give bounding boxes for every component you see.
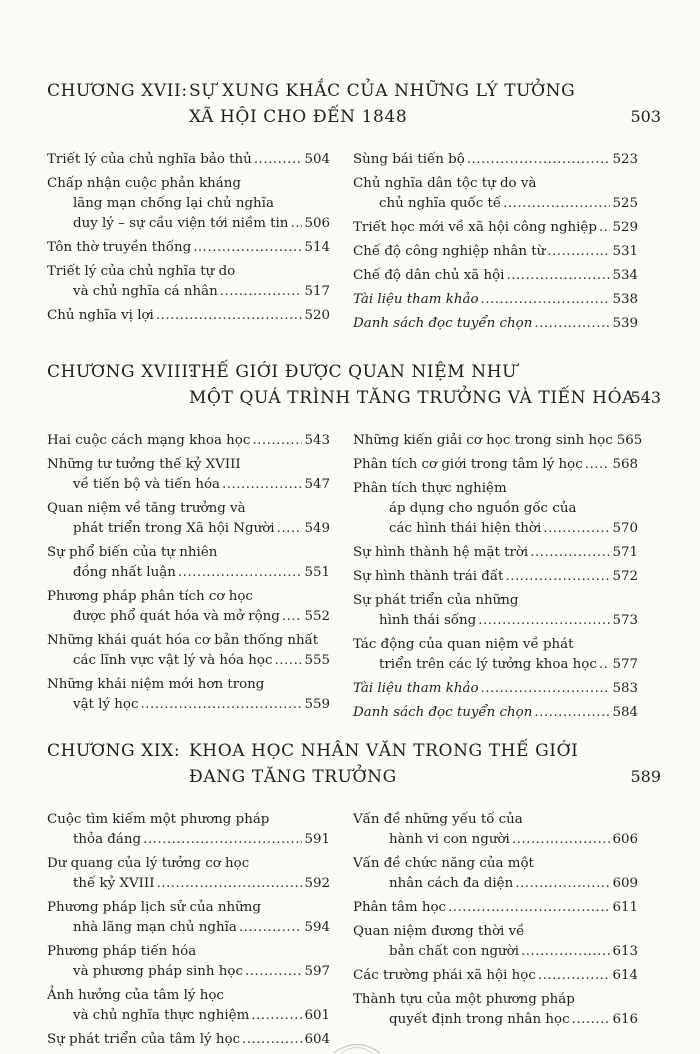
toc-entry-page: 573: [612, 613, 638, 628]
toc-entry: [353, 543, 638, 563]
toc-entry-page: 504: [304, 152, 330, 167]
toc-entry-page: 523: [612, 152, 638, 167]
dot-leader: [599, 655, 611, 675]
toc-entry-text: Chế độ công nghiệp nhân từ: [353, 244, 546, 259]
toc-entry-page: 517: [304, 284, 330, 299]
toc-entry-text: được phổ quát hóa và mở rộng: [73, 609, 280, 624]
toc-entry: [353, 242, 638, 262]
dot-leader: [521, 942, 610, 962]
toc-entry-row: [353, 314, 638, 334]
chapter-number: CHƯƠNG XVII:: [47, 81, 188, 101]
toc-entry-page: 570: [612, 521, 638, 536]
toc-entry-row: [47, 475, 330, 495]
chapter-number: CHƯƠNG XIX:: [47, 741, 181, 761]
toc-entry: [47, 262, 330, 302]
toc-entry-text: và chủ nghĩa thực nghiệm: [73, 1008, 250, 1023]
toc-entry-page: 597: [304, 964, 330, 979]
chapter-title-line: MỘT QUÁ TRÌNH TĂNG TRƯỞNG VÀ TIẾN HÓA: [189, 388, 635, 408]
toc-entry-text: Dư quang của lý tưởng cơ học: [47, 856, 250, 871]
toc-entry: [353, 635, 638, 675]
toc-entry: [47, 854, 330, 894]
toc-entry: [353, 898, 638, 918]
dot-leader: [252, 431, 302, 451]
toc-entry-page: 613: [612, 944, 638, 959]
chapter-heading: [47, 359, 667, 415]
toc-entry: [353, 314, 638, 334]
toc-entry: [47, 631, 330, 671]
dot-leader: [506, 266, 610, 286]
toc-entry-text: Vấn đề những yếu tố của: [353, 812, 523, 827]
chapter-number: CHƯƠNG XVIII:: [47, 362, 196, 382]
toc-entry-text: Tài liệu tham khảo: [353, 681, 479, 696]
dot-leader: [530, 543, 610, 563]
toc-entry-text: Phân tích thực nghiệm: [353, 481, 507, 496]
toc-entry-page: 549: [304, 521, 330, 536]
toc-entry-row: [47, 695, 330, 715]
toc-entry-row: [47, 918, 330, 938]
dot-leader: [547, 242, 610, 262]
toc-entry: [47, 675, 330, 715]
dot-leader: [481, 290, 611, 310]
toc-entry: [353, 455, 638, 475]
toc-entry-page: 551: [304, 565, 330, 580]
chapter-17: [47, 78, 667, 331]
dot-leader: [274, 651, 302, 671]
toc-entry-row: [353, 150, 638, 170]
chapter-title-line: ĐANG TĂNG TRƯỞNG: [189, 767, 397, 787]
toc-column-left: [47, 431, 330, 719]
toc-entry-page: 606: [612, 832, 638, 847]
toc-entry-text: Chấp nhận cuộc phản kháng: [47, 176, 241, 191]
dot-leader: [481, 679, 611, 699]
toc-entry-text: thế kỷ XVIII: [73, 876, 155, 891]
toc-entry: [47, 455, 330, 495]
dot-leader: [543, 519, 610, 539]
toc-entry: [47, 543, 330, 583]
toc-entry: [353, 854, 638, 894]
toc-entry-text: và phương pháp sinh học: [73, 964, 243, 979]
dot-leader: [505, 567, 610, 587]
toc-entry-row: [353, 266, 638, 286]
toc-entry-text: Triết lý của chủ nghĩa bảo thủ: [47, 152, 252, 167]
toc-entry-text: nhân cách đa diện: [389, 876, 514, 891]
toc-entry-page: 604: [304, 1032, 330, 1047]
toc-entry-row: [353, 679, 638, 699]
toc-entry-text: Những khái quát hóa cơ bản thống nhất: [47, 633, 319, 648]
toc-entry-row: [353, 543, 638, 563]
toc-entry-text: Chủ nghĩa dân tộc tự do và: [353, 176, 537, 191]
toc-entry-page: 571: [612, 545, 638, 560]
toc-entry: [47, 431, 330, 451]
toc-entry-page: 539: [612, 316, 638, 331]
dot-leader: [599, 218, 611, 238]
toc-entry-text: vật lý học: [73, 697, 139, 712]
toc-entry-page: 614: [612, 968, 638, 983]
toc-entry-row: [353, 567, 638, 587]
dot-leader: [282, 607, 303, 627]
toc-entry-text: Những khái niệm mới hơn trong: [47, 677, 265, 692]
chapter-title: [189, 78, 575, 130]
chapter-page-number: 543: [630, 388, 661, 407]
toc-entry-row: [353, 703, 638, 723]
toc-entry-page: 592: [304, 876, 330, 891]
toc-entry-text: Sự phổ biến của tự nhiên: [47, 545, 218, 560]
toc-entry-row: [47, 1030, 330, 1050]
chapter-title: [189, 359, 635, 411]
chapter-heading: [47, 78, 667, 134]
toc-entry: [47, 306, 330, 326]
toc-entry-page: 538: [612, 292, 638, 307]
toc-column-right: [353, 810, 638, 1034]
toc-entry-row: [353, 898, 638, 918]
toc-entry-text: nhà lãng mạn chủ nghĩa: [73, 920, 237, 935]
toc-entry-page: 584: [612, 705, 638, 720]
toc-entry-row: [47, 830, 330, 850]
toc-entry-text: Vấn đề chức năng của một: [353, 856, 534, 871]
toc-entry: [353, 479, 638, 539]
toc-entry-text: Phương pháp lịch sử của những: [47, 900, 261, 915]
toc-entry: [353, 431, 643, 451]
toc-entry-text: các lĩnh vực vật lý và hóa học: [73, 653, 273, 668]
dot-leader: [585, 455, 611, 475]
dot-leader: [140, 695, 302, 715]
dot-leader: [572, 1010, 611, 1030]
toc-entry-text: Những tư tưởng thế kỷ XVIII: [47, 457, 241, 472]
chapter-title-line: KHOA HỌC NHÂN VĂN TRONG THẾ GIỚI: [189, 741, 579, 761]
dot-leader: [277, 519, 303, 539]
toc-entry-text: Triết lý của chủ nghĩa tự do: [47, 264, 236, 279]
toc-entry-row: [47, 874, 330, 894]
chapter-18: [47, 359, 667, 720]
toc-entry-text: Sự hình thành hệ mặt trời: [353, 545, 529, 560]
dot-leader: [254, 150, 303, 170]
dot-leader: [239, 918, 303, 938]
toc-entry-text: Phân tâm học: [353, 900, 447, 915]
toc-column-right: [353, 150, 638, 338]
toc-entry: [353, 990, 638, 1030]
toc-entry-row: [47, 214, 330, 234]
toc-entry-page: 525: [612, 196, 638, 211]
toc-entry: [353, 218, 638, 238]
toc-entry-text: Phương pháp tiến hóa: [47, 944, 197, 959]
toc-entry: [353, 679, 638, 699]
toc-entry-page: 529: [612, 220, 638, 235]
dot-leader: [251, 1006, 302, 1026]
chapter-heading: [47, 738, 667, 794]
toc-entry-page: 568: [612, 457, 638, 472]
toc-entry: [47, 150, 330, 170]
chapter-title-line: THẾ GIỚI ĐƯỢC QUAN NIỆM NHƯ: [189, 362, 518, 382]
toc-entry-text: Tác động của quan niệm về phát: [353, 637, 574, 652]
dot-leader: [290, 214, 302, 234]
toc-entry-row: [353, 1010, 638, 1030]
dot-leader: [512, 830, 611, 850]
toc-entry-text: áp dụng cho nguồn gốc của: [389, 501, 577, 516]
toc-entry-row: [353, 655, 638, 675]
toc-entry-text: Chủ nghĩa vị lợi: [47, 308, 154, 323]
toc-entry-page: 552: [304, 609, 330, 624]
toc-entry: [47, 587, 330, 627]
toc-entry-text: Những kiến giải cơ học trong sinh học: [353, 433, 613, 448]
dot-leader: [478, 611, 610, 631]
dot-leader: [515, 874, 610, 894]
toc-entry-text: Danh sách đọc tuyển chọn: [353, 705, 533, 720]
toc-entry: [353, 810, 638, 850]
toc-entry-text: Quan niệm đương thời về: [353, 924, 525, 939]
toc-entry-page: 591: [304, 832, 330, 847]
toc-entry-text: thỏa đáng: [73, 832, 142, 847]
toc-entry-text: Cuộc tìm kiếm một phương pháp: [47, 812, 270, 827]
toc-entry-page: 572: [612, 569, 638, 584]
toc-entry-row: [353, 966, 638, 986]
toc-entry: [353, 591, 638, 631]
chapter-page-number: 589: [630, 767, 661, 786]
toc-entry-text: và chủ nghĩa cá nhân: [73, 284, 218, 299]
chapter-title-line: XÃ HỘI CHO ĐẾN 1848: [189, 107, 408, 127]
toc-entry-row: [353, 942, 638, 962]
toc-entry-page: 506: [304, 216, 330, 231]
toc-entry-text: duy lý – sự cầu viện tới niềm tin: [73, 216, 289, 231]
toc-entry: [47, 942, 330, 982]
toc-entry-text: Tài liệu tham khảo: [353, 292, 479, 307]
dot-leader: [178, 563, 303, 583]
toc-column-right: [353, 431, 643, 727]
toc-entry-row: [47, 150, 330, 170]
toc-entry-text: hình thái sống: [379, 613, 477, 628]
chapter-title: [189, 738, 578, 790]
toc-entry-row: [353, 242, 638, 262]
chapter-page-number: 503: [630, 107, 661, 126]
dot-leader: [534, 314, 610, 334]
toc-entry: [353, 150, 638, 170]
toc-entry-row: [47, 431, 330, 451]
toc-entry-text: đồng nhất luận: [73, 565, 176, 580]
dot-leader: [156, 306, 303, 326]
toc-entry-text: Sùng bái tiến bộ: [353, 152, 465, 167]
toc-entry-text: Sự hình thành trái đất: [353, 569, 504, 584]
toc-entry-text: Ảnh hưởng của tâm lý học: [47, 988, 224, 1003]
ornament-icon: [332, 1040, 382, 1054]
toc-entry-row: [353, 611, 638, 631]
toc-entry-text: phát triển trong Xã hội Người: [73, 521, 275, 536]
toc-entry-page: 531: [612, 244, 638, 259]
toc-entry-row: [353, 519, 638, 539]
chapter-19: [47, 738, 667, 1047]
toc-entry: [47, 810, 330, 850]
toc-column-left: [47, 150, 330, 330]
dot-leader: [534, 703, 610, 723]
toc-entry: [353, 703, 638, 723]
toc-entry-text: Thành tựu của một phương pháp: [353, 992, 575, 1007]
toc-entry-page: 601: [304, 1008, 330, 1023]
toc-entry-page: 514: [304, 240, 330, 255]
toc-entry-page: 547: [304, 477, 330, 492]
toc-entry-page: 559: [304, 697, 330, 712]
toc-entry-page: 594: [304, 920, 330, 935]
toc-column-left: [47, 810, 330, 1054]
toc-entry-text: Hai cuộc cách mạng khoa học: [47, 433, 251, 448]
toc-entry-text: Chế độ dân chủ xã hội: [353, 268, 505, 283]
toc-entry: [47, 986, 330, 1026]
toc-entry-row: [47, 282, 330, 302]
toc-entry: [47, 1030, 330, 1050]
dot-leader: [245, 962, 302, 982]
toc-entry-text: quyết định trong nhân học: [389, 1012, 570, 1027]
toc-entry: [353, 567, 638, 587]
toc-entry: [47, 174, 330, 234]
dot-leader: [242, 1030, 302, 1050]
toc-entry: [47, 238, 330, 258]
toc-entry: [353, 922, 638, 962]
toc-entry-text: lãng mạn chống lại chủ nghĩa: [73, 196, 274, 211]
toc-entry-text: Phân tích cơ giới trong tâm lý học: [353, 457, 583, 472]
toc-entry-text: Sự phát triển của tâm lý học: [47, 1032, 241, 1047]
toc-entry-text: Triết học mới về xã hội công nghiệp: [353, 220, 597, 235]
toc-entry-text: Tôn thờ truyền thống: [47, 240, 192, 255]
toc-entry-text: triển trên các lý tưởng khoa học: [379, 657, 597, 672]
dot-leader: [448, 898, 610, 918]
dot-leader: [538, 966, 611, 986]
toc-entry-row: [47, 238, 330, 258]
toc-entry-row: [353, 830, 638, 850]
dot-leader: [143, 830, 302, 850]
toc-entry-row: [47, 607, 330, 627]
dot-leader: [220, 282, 303, 302]
toc-entry-page: 520: [304, 308, 330, 323]
toc-entry-text: về tiến bộ và tiến hóa: [73, 477, 220, 492]
toc-entry-row: [353, 431, 643, 451]
toc-entry-page: 583: [612, 681, 638, 696]
toc-entry-page: 543: [304, 433, 330, 448]
toc-entry-row: [47, 1006, 330, 1026]
toc-entry-row: [47, 519, 330, 539]
toc-entry-row: [353, 290, 638, 310]
toc-entry-text: các hình thái hiện thời: [389, 521, 542, 536]
toc-entry-text: bản chất con người: [389, 944, 520, 959]
toc-entry-row: [47, 306, 330, 326]
toc-entry-text: Sự phát triển của những: [353, 593, 519, 608]
dot-leader: [193, 238, 302, 258]
toc-entry-page: 616: [612, 1012, 638, 1027]
chapter-title-line: SỰ XUNG KHẮC CỦA NHỮNG LÝ TƯỞNG: [189, 81, 576, 101]
toc-entry: [353, 174, 638, 214]
dot-leader: [157, 874, 303, 894]
toc-entry-text: Danh sách đọc tuyển chọn: [353, 316, 533, 331]
toc-entry: [47, 898, 330, 938]
toc-entry-text: Quan niệm về tăng trưởng và: [47, 501, 246, 516]
toc-entry-row: [353, 874, 638, 894]
toc-entry: [353, 290, 638, 310]
toc-entry: [47, 499, 330, 539]
toc-entry: [353, 266, 638, 286]
toc-entry-page: 577: [612, 657, 638, 672]
toc-entry-text: Phương pháp phân tích cơ học: [47, 589, 253, 604]
toc-entry-page: 611: [612, 900, 638, 915]
toc-entry-page: 609: [612, 876, 638, 891]
dot-leader: [503, 194, 610, 214]
toc-entry: [353, 966, 638, 986]
toc-entry-page: 555: [304, 653, 330, 668]
dot-leader: [467, 150, 611, 170]
toc-entry-page: 565: [616, 433, 643, 448]
toc-entry-row: [353, 194, 638, 214]
toc-entry-row: [353, 218, 638, 238]
toc-entry-row: [47, 651, 330, 671]
toc-entry-text: chủ nghĩa quốc tế: [379, 196, 502, 211]
toc-entry-page: 534: [612, 268, 638, 283]
dot-leader: [222, 475, 302, 495]
toc-entry-text: hành vi con người: [389, 832, 510, 847]
toc-entry-text: Các trường phái xã hội học: [353, 968, 536, 983]
toc-entry-row: [47, 962, 330, 982]
toc-entry-row: [353, 455, 638, 475]
toc-entry-row: [47, 563, 330, 583]
